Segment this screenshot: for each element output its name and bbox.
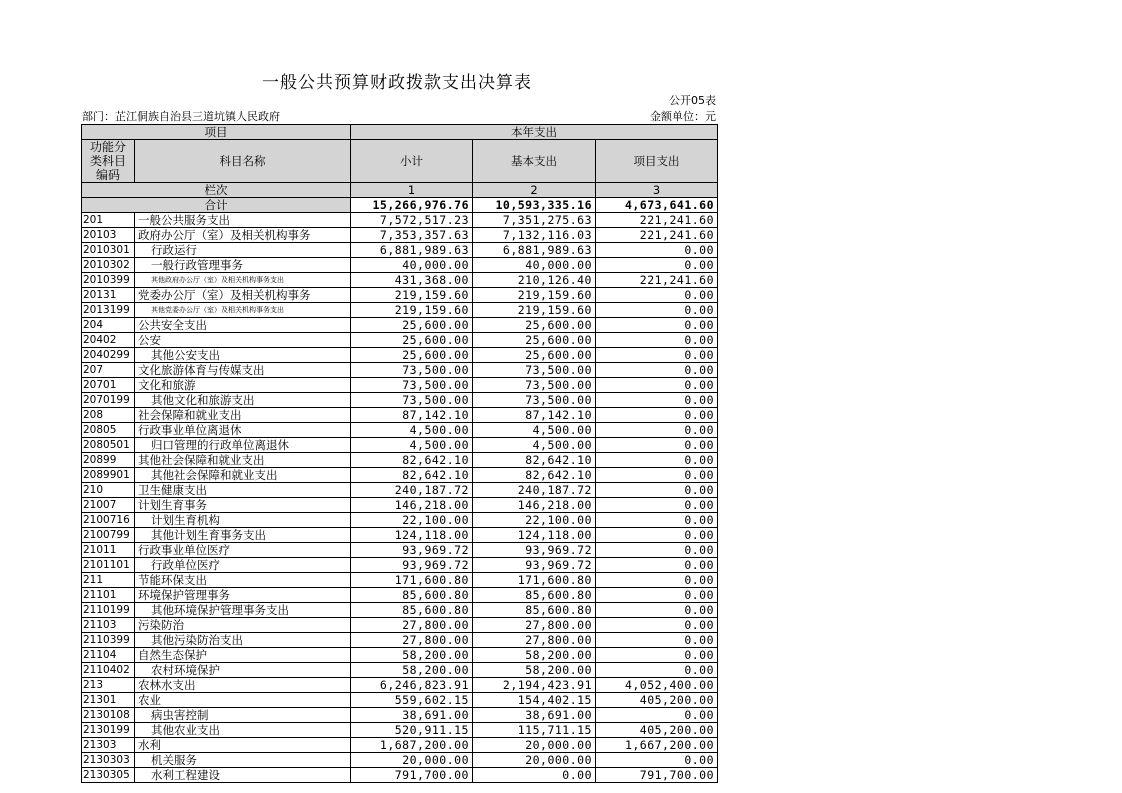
row-subtotal: 27,800.00 [351,618,473,633]
row-code: 2130199 [82,723,135,738]
row-code: 2110399 [82,633,135,648]
row-basic: 93,969.72 [473,543,596,558]
row-code: 2110199 [82,603,135,618]
row-project: 0.00 [596,378,718,393]
table-row [82,543,718,558]
total-basic: 10,593,335.16 [473,198,596,213]
row-code: 2100799 [82,528,135,543]
row-basic: 25,600.00 [473,333,596,348]
row-subtotal: 240,187.72 [351,483,473,498]
row-subtotal: 40,000.00 [351,258,473,273]
amount-unit-label: 金额单位：元 [650,110,716,123]
row-code: 20899 [82,453,135,468]
row-name: 污染防治 [135,618,351,633]
table-row [82,513,718,528]
row-name: 其他党委办公厅（室）及相关机构事务支出 [135,303,351,318]
row-basic: 7,351,275.63 [473,213,596,228]
row-code: 21303 [82,738,135,753]
row-basic: 58,200.00 [473,648,596,663]
row-code: 211 [82,573,135,588]
row-name: 文化和旅游 [135,378,351,393]
row-name: 农村环境保护 [135,663,351,678]
row-basic: 40,000.00 [473,258,596,273]
row-name: 计划生育事务 [135,498,351,513]
row-basic: 20,000.00 [473,738,596,753]
row-subtotal: 20,000.00 [351,753,473,768]
row-subtotal: 4,500.00 [351,438,473,453]
row-code: 201 [82,213,135,228]
table-row [82,558,718,573]
row-subtotal: 219,159.60 [351,288,473,303]
row-basic: 115,711.15 [473,723,596,738]
table-row [82,318,718,333]
table-row [82,453,718,468]
table-row [82,768,718,783]
row-code: 210 [82,483,135,498]
total-project: 4,673,641.60 [596,198,718,213]
row-project: 0.00 [596,318,718,333]
row-basic: 85,600.80 [473,588,596,603]
row-subtotal: 82,642.10 [351,468,473,483]
row-code: 2040299 [82,348,135,363]
row-project: 0.00 [596,753,718,768]
table-row [82,243,718,258]
row-subtotal: 171,600.80 [351,573,473,588]
row-code: 208 [82,408,135,423]
table-row [82,288,718,303]
row-code: 2089901 [82,468,135,483]
row-project: 0.00 [596,618,718,633]
row-code: 207 [82,363,135,378]
row-name: 水利 [135,738,351,753]
row-name: 一般公共服务支出 [135,213,351,228]
row-basic: 2,194,423.91 [473,678,596,693]
row-basic: 171,600.80 [473,573,596,588]
row-basic: 4,500.00 [473,423,596,438]
table-row [82,708,718,723]
table-row [82,423,718,438]
row-project: 0.00 [596,558,718,573]
row-basic: 93,969.72 [473,558,596,573]
header-basic-column: 基本支出 [473,140,596,183]
row-subtotal: 58,200.00 [351,648,473,663]
department-label: 部门：芷江侗族自治县三道坑镇人民政府 [82,110,280,123]
header-current-year: 本年支出 [351,125,718,140]
table-row [82,378,718,393]
row-code: 2080501 [82,438,135,453]
row-project: 0.00 [596,528,718,543]
row-name: 卫生健康支出 [135,483,351,498]
row-basic: 27,800.00 [473,618,596,633]
table-row [82,678,718,693]
table-row [82,303,718,318]
row-project: 0.00 [596,513,718,528]
row-basic: 25,600.00 [473,318,596,333]
header-item: 项目 [82,125,351,140]
row-project: 0.00 [596,408,718,423]
row-name: 党委办公厅（室）及相关机构事务 [135,288,351,303]
row-basic: 219,159.60 [473,288,596,303]
row-project: 0.00 [596,393,718,408]
row-name: 其他污染防治支出 [135,633,351,648]
row-name: 农林水支出 [135,678,351,693]
row-code: 21101 [82,588,135,603]
table-row [82,348,718,363]
row-name: 其他公安支出 [135,348,351,363]
table-row [82,693,718,708]
table-row [82,213,718,228]
row-project: 221,241.60 [596,213,718,228]
row-name: 行政事业单位医疗 [135,543,351,558]
row-name: 其他计划生育事务支出 [135,528,351,543]
row-name: 病虫害控制 [135,708,351,723]
row-basic: 58,200.00 [473,663,596,678]
row-project: 0.00 [596,708,718,723]
row-project: 0.00 [596,573,718,588]
row-subtotal: 146,218.00 [351,498,473,513]
table-row [82,228,718,243]
row-subtotal: 82,642.10 [351,453,473,468]
row-subtotal: 7,353,357.63 [351,228,473,243]
row-basic: 6,881,989.63 [473,243,596,258]
row-project: 221,241.60 [596,228,718,243]
row-code: 21301 [82,693,135,708]
table-row [82,408,718,423]
row-basic: 7,132,116.03 [473,228,596,243]
row-code: 2110402 [82,663,135,678]
row-code: 20805 [82,423,135,438]
total-label: 合计 [82,198,351,213]
table-row [82,528,718,543]
row-code: 20402 [82,333,135,348]
row-name: 文化旅游体育与传媒支出 [135,363,351,378]
row-project: 221,241.60 [596,273,718,288]
row-project: 0.00 [596,348,718,363]
row-name: 行政单位医疗 [135,558,351,573]
row-name: 其他社会保障和就业支出 [135,453,351,468]
row-basic: 124,118.00 [473,528,596,543]
row-basic: 20,000.00 [473,753,596,768]
row-project: 0.00 [596,543,718,558]
header-col-3: 3 [596,183,718,198]
total-subtotal: 15,266,976.76 [351,198,473,213]
row-code: 21007 [82,498,135,513]
table-row [82,273,718,288]
row-code: 2010399 [82,273,135,288]
row-project: 0.00 [596,363,718,378]
row-code: 21011 [82,543,135,558]
row-code: 21104 [82,648,135,663]
row-basic: 27,800.00 [473,633,596,648]
row-name: 其他社会保障和就业支出 [135,468,351,483]
row-project: 4,052,400.00 [596,678,718,693]
row-basic: 219,159.60 [473,303,596,318]
row-project: 405,200.00 [596,693,718,708]
row-basic: 146,218.00 [473,498,596,513]
row-project: 0.00 [596,648,718,663]
row-subtotal: 85,600.80 [351,603,473,618]
row-basic: 22,100.00 [473,513,596,528]
header-code-column: 功能分类科目编码 [82,140,135,183]
row-basic: 210,126.40 [473,273,596,288]
table-row [82,483,718,498]
header-col-1: 1 [351,183,473,198]
table-row [82,438,718,453]
row-basic: 82,642.10 [473,468,596,483]
row-name: 环境保护管理事务 [135,588,351,603]
table-row [82,573,718,588]
row-name: 其他农业支出 [135,723,351,738]
table-row [82,363,718,378]
row-subtotal: 73,500.00 [351,393,473,408]
row-name: 社会保障和就业支出 [135,408,351,423]
row-name: 政府办公厅（室）及相关机构事务 [135,228,351,243]
row-subtotal: 791,700.00 [351,768,473,783]
row-project: 0.00 [596,468,718,483]
row-subtotal: 25,600.00 [351,348,473,363]
report-title: 一般公共预算财政拨款支出决算表 [262,73,532,93]
table-row [82,468,718,483]
row-basic: 73,500.00 [473,378,596,393]
row-subtotal: 73,500.00 [351,363,473,378]
row-name: 计划生育机构 [135,513,351,528]
row-project: 0.00 [596,453,718,468]
row-code: 2010302 [82,258,135,273]
row-code: 2070199 [82,393,135,408]
row-project: 0.00 [596,438,718,453]
row-subtotal: 25,600.00 [351,333,473,348]
row-subtotal: 85,600.80 [351,588,473,603]
row-subtotal: 22,100.00 [351,513,473,528]
row-subtotal: 73,500.00 [351,378,473,393]
table-row [82,258,718,273]
row-subtotal: 1,687,200.00 [351,738,473,753]
row-subtotal: 520,911.15 [351,723,473,738]
table-row [82,618,718,633]
row-subtotal: 559,602.15 [351,693,473,708]
row-project: 0.00 [596,258,718,273]
table-row [82,723,718,738]
row-project: 0.00 [596,663,718,678]
row-name: 水利工程建设 [135,768,351,783]
table-row [82,588,718,603]
row-basic: 4,500.00 [473,438,596,453]
table-row [82,648,718,663]
row-name: 公共安全支出 [135,318,351,333]
row-basic: 73,500.00 [473,363,596,378]
row-code: 2130108 [82,708,135,723]
row-project: 0.00 [596,303,718,318]
row-basic: 38,691.00 [473,708,596,723]
row-name: 公安 [135,333,351,348]
row-subtotal: 7,572,517.23 [351,213,473,228]
row-code: 20103 [82,228,135,243]
row-name: 机关服务 [135,753,351,768]
row-name: 归口管理的行政单位离退休 [135,438,351,453]
table-row [82,498,718,513]
row-project: 0.00 [596,423,718,438]
row-subtotal: 6,881,989.63 [351,243,473,258]
table-row [82,333,718,348]
row-code: 2130305 [82,768,135,783]
row-code: 2130303 [82,753,135,768]
table-row [82,738,718,753]
row-code: 2101101 [82,558,135,573]
table-row [82,663,718,678]
row-subtotal: 431,368.00 [351,273,473,288]
header-project-column: 项目支出 [596,140,718,183]
row-basic: 0.00 [473,768,596,783]
row-code: 21103 [82,618,135,633]
row-code: 20701 [82,378,135,393]
row-basic: 25,600.00 [473,348,596,363]
row-name: 行政事业单位离退休 [135,423,351,438]
row-name: 其他环境保护管理事务支出 [135,603,351,618]
row-name: 其他文化和旅游支出 [135,393,351,408]
row-subtotal: 93,969.72 [351,543,473,558]
expenditure-table [81,124,718,783]
table-body [82,213,718,783]
table-row [82,603,718,618]
row-project: 1,667,200.00 [596,738,718,753]
row-subtotal: 27,800.00 [351,633,473,648]
row-project: 0.00 [596,243,718,258]
row-basic: 82,642.10 [473,453,596,468]
row-basic: 87,142.10 [473,408,596,423]
table-row [82,633,718,648]
header-subtotal-column: 小计 [351,140,473,183]
form-number: 公开05表 [669,94,716,107]
row-project: 0.00 [596,588,718,603]
row-subtotal: 124,118.00 [351,528,473,543]
row-subtotal: 93,969.72 [351,558,473,573]
row-basic: 240,187.72 [473,483,596,498]
row-subtotal: 87,142.10 [351,408,473,423]
row-project: 0.00 [596,633,718,648]
row-subtotal: 38,691.00 [351,708,473,723]
row-name: 一般行政管理事务 [135,258,351,273]
row-code: 20131 [82,288,135,303]
header-row-label: 栏次 [82,183,351,198]
row-name: 农业 [135,693,351,708]
row-name: 节能环保支出 [135,573,351,588]
row-basic: 73,500.00 [473,393,596,408]
row-basic: 154,402.15 [473,693,596,708]
row-basic: 85,600.80 [473,603,596,618]
row-subtotal: 4,500.00 [351,423,473,438]
row-name: 自然生态保护 [135,648,351,663]
row-project: 0.00 [596,603,718,618]
row-code: 213 [82,678,135,693]
row-name: 行政运行 [135,243,351,258]
row-code: 2010301 [82,243,135,258]
table-row [82,393,718,408]
row-subtotal: 219,159.60 [351,303,473,318]
row-project: 0.00 [596,483,718,498]
row-code: 2100716 [82,513,135,528]
row-subtotal: 58,200.00 [351,663,473,678]
row-project: 0.00 [596,288,718,303]
row-project: 791,700.00 [596,768,718,783]
row-code: 2013199 [82,303,135,318]
row-project: 0.00 [596,498,718,513]
table-row [82,753,718,768]
row-project: 405,200.00 [596,723,718,738]
row-subtotal: 25,600.00 [351,318,473,333]
header-name-column: 科目名称 [135,140,351,183]
header-col-2: 2 [473,183,596,198]
row-subtotal: 6,246,823.91 [351,678,473,693]
row-name: 其他政府办公厅（室）及相关机构事务支出 [135,273,351,288]
row-code: 204 [82,318,135,333]
row-project: 0.00 [596,333,718,348]
